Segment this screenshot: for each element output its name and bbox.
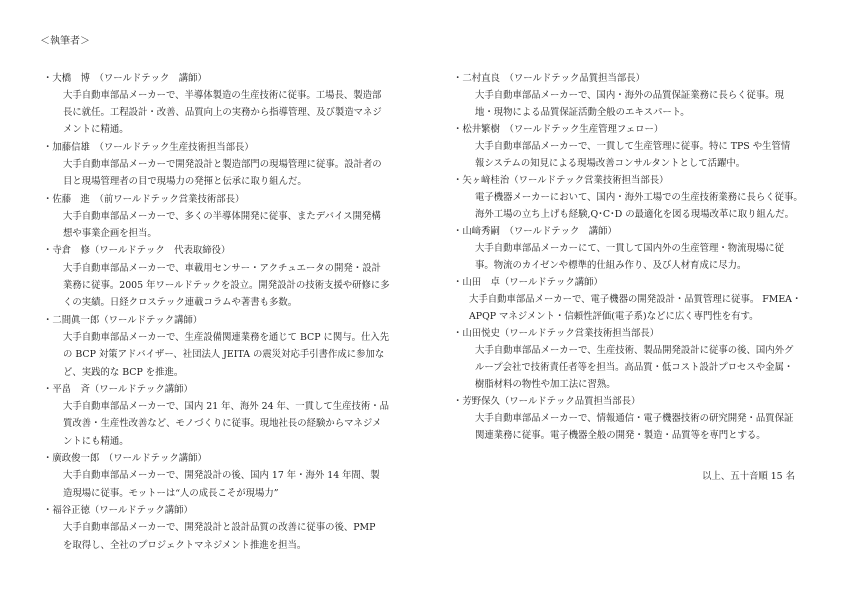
left-column xyxy=(43,70,393,554)
author-entry xyxy=(453,172,803,223)
author-bio-line: 海外工場の立ち上げも経験,Q･C･D の最適化を図る現場改革に取り組んだ。 xyxy=(475,208,794,220)
author-bio-line: ど、実践的な BCP を推進。 xyxy=(63,366,184,378)
author-bio-line: 大手自動車部品メーカーで、国内 21 年、海外 24 年、一貫して生産技術・品 xyxy=(63,401,390,413)
author-bio-line: 目と現場管理者の目で現場力の発揮と伝承に取り組んだ。 xyxy=(63,176,307,188)
author-entry xyxy=(43,502,393,554)
author-name: ・二村直良 （ワールドテック品質担当部長） xyxy=(453,72,645,84)
author-bio-line: APQP マネジメント・信頼性評価(電子系)などに広く専門性を有す。 xyxy=(469,311,759,323)
author-bio-line: 大手自動車部品メーカーで、車載用センサー・アクチュエータの開発・設計 xyxy=(63,262,381,274)
author-bio-line: を取得し、全社のプロジェクトマネジメント推進を担当。 xyxy=(63,539,307,551)
author-name: ・福谷正徳（ワールドテック講師） xyxy=(43,504,193,516)
author-bio-line: 事。物流のカイゼンや標準的仕組み作り、及び人材育成に尽力。 xyxy=(475,260,747,272)
author-bio-line: 大手自動車部品メーカーで、国内・海外の品質保証業務に長らく従事。現 xyxy=(475,89,785,101)
author-bio-line: 報システムの知見による現場改善コンサルタントとして活躍中。 xyxy=(475,157,746,169)
author-name: ・山﨑秀嗣 （ワールドテック 講師） xyxy=(453,225,617,237)
author-entry xyxy=(453,223,803,274)
author-name: ・佐藤 進 （前ワールドテック営業技術部長） xyxy=(43,193,245,205)
author-entry xyxy=(43,450,393,502)
author-entry xyxy=(453,70,803,121)
author-bio-line: ントにも精通。 xyxy=(63,435,129,447)
author-bio-line: メントに精通。 xyxy=(63,124,129,136)
author-name: ・芳野保久（ワールドテック品質担当部長） xyxy=(453,396,641,408)
author-bio-line: 樹脂材料の物性や加工法に習熟。 xyxy=(475,379,616,391)
author-entry xyxy=(43,242,393,311)
author-name: ・加藤信雄 （ワールドテック生産技術担当部長） xyxy=(43,141,254,153)
author-bio-line: 大手自動車部品メーカーで、多くの半導体開発に従事、またデバイス開発構 xyxy=(63,210,381,222)
author-entry xyxy=(453,393,803,444)
author-bio-line: 業務に従事。2005 年ワールドテックを設立。開発設計の技術支援や研修に多 xyxy=(63,280,390,292)
author-entry xyxy=(453,325,803,393)
author-bio-line: 造現場に従事。モットーは“人の成長こそが現場力” xyxy=(63,487,279,499)
author-entry xyxy=(43,381,393,450)
author-name: ・大橋 博 （ワールドテック 講師） xyxy=(43,72,207,84)
author-name: ・二間眞一郎（ワールドテック講師） xyxy=(43,314,203,326)
author-bio-line: 長に就任。工程設計・改善、品質向上の実務から指導管理、及び製造マネジ xyxy=(63,107,382,119)
author-bio-line: の BCP 対策アドバイザー、社団法人 JEITA の震災対応手引書作成に参加な xyxy=(63,349,385,361)
footer-note: 以上、五十音順 15 名 xyxy=(702,471,795,482)
author-bio-line: 質改善・生産性改善など、モノづくりに従事。現地社長の経験からマネジメ xyxy=(63,418,382,430)
author-bio-line: 大手自動車部品メーカーにて、一貫して国内外の生産管理・物流現場に従 xyxy=(475,242,785,254)
author-bio-line: くの実績。日経クロステック連載コラムや著書も多数。 xyxy=(63,297,298,309)
author-bio-line: 大手自動車部品メーカーで、半導体製造の生産技術に従事。工場長、製造部 xyxy=(63,89,382,101)
author-name: ・矢ヶ﨑桂治（ワールドテック営業技術担当部長） xyxy=(453,174,669,186)
author-bio-line: 想や事業企画を担当。 xyxy=(63,228,157,240)
author-name: ・山田悦史（ワールドテック営業技術担当部長） xyxy=(453,328,660,340)
author-name: ・平畠 斉（ワールドテック講師） xyxy=(43,383,193,395)
author-bio-line: ループ会社で技術責任者等を担当。高品質・低コスト設計プロセスや金属・ xyxy=(475,362,794,374)
author-name: ・松井繁樹 （ワールドテック生産管理フェロー） xyxy=(453,123,664,135)
author-name: ・山田 卓（ワールドテック講師） xyxy=(453,277,603,289)
right-column xyxy=(453,70,803,445)
author-name: ・寺倉 修（ワールドテック 代表取締役） xyxy=(43,245,231,257)
author-entry xyxy=(453,274,803,325)
author-bio-line: 地・現物による品質保証活動全般のエキスパート。 xyxy=(475,106,690,118)
author-bio-line: 大手自動車部品メーカーで、一貫して生産管理に従事。特に TPS や生管情 xyxy=(475,140,791,152)
author-entry xyxy=(43,312,393,381)
author-bio-line: 大手自動車部品メーカーで、開発設計と設計品質の改善に従事の後、PMP xyxy=(63,522,376,534)
author-entry xyxy=(43,139,393,191)
author-bio-line: 電子機器メーカーにおいて、国内・海外工場での生産技術業務に長らく従事。 xyxy=(475,191,803,203)
author-bio-line: 大手自動車部品メーカーで、開発設計の後、国内 17 年・海外 14 年間、製 xyxy=(63,470,380,482)
author-bio-line: 大手自動車部品メーカーで、情報通信・電子機器技術の研究開発・品質保証 xyxy=(475,413,794,425)
author-entry xyxy=(43,70,393,139)
author-entry xyxy=(43,191,393,243)
author-bio-line: 関連業務に従事。電子機器全般の開発・製造・品質等を専門とする。 xyxy=(475,430,766,442)
author-bio-line: 大手自動車部品メーカーで、生産設備関連業務を通じて BCP に関与。仕入先 xyxy=(63,331,390,343)
section-heading: ＜執筆者＞ xyxy=(40,36,90,47)
author-bio-line: 大手自動車部品メーカーで開発設計と製造部門の現場管理に従事。設計者の xyxy=(63,158,382,170)
author-bio-line: 大手自動車部品メーカーで、生産技術、製品開発設計に従事の後、国内外グ xyxy=(475,345,794,357)
author-name: ・廣政俊一郎 （ワールドテック講師） xyxy=(43,453,207,465)
author-entry xyxy=(453,121,803,172)
author-bio-line: 大手自動車部品メーカーで、電子機器の開発設計・品質管理に従事。 FMEA・ xyxy=(469,294,802,306)
